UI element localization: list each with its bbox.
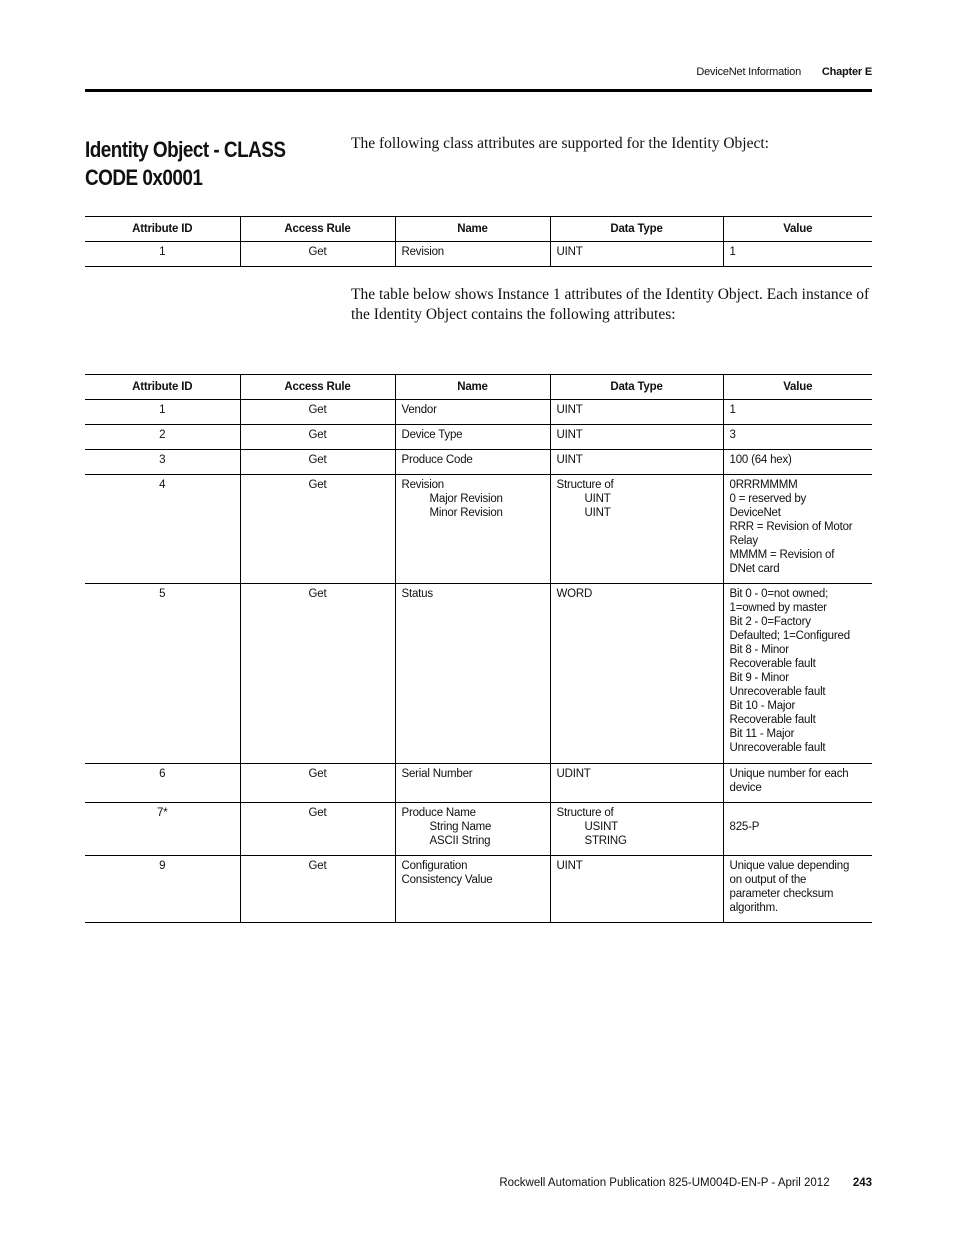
cell-attribute-id: 2 [85,425,240,450]
cell-access-rule: Get [240,856,395,923]
cell-access-rule: Get [240,400,395,425]
col-access-rule: Access Rule [240,217,395,242]
class-attributes-table [85,216,872,267]
cell-data-type [550,242,723,267]
cell-value [723,764,872,803]
cell-value-line: Bit 0 - 0=not owned; [729,588,829,600]
table-row [85,242,872,267]
cell-data-type-line: WORD [556,588,593,600]
cell-data-type [550,584,723,764]
cell-value-line: 0 = reserved by [729,493,807,505]
cell-value [723,400,872,425]
cell-name-line: Major Revision [429,493,503,505]
cell-name-line: Vendor [401,404,437,416]
title-line: Identity Object - CLASS [85,137,286,162]
col-value: Value [723,375,872,400]
cell-attribute-id: 9 [85,856,240,923]
cell-value-line: 3 [729,429,736,441]
cell-value-line [730,806,867,820]
cell-attribute-id: 5 [85,584,240,764]
cell-data-type-line: UDINT [556,768,591,780]
table-row [85,856,872,923]
cell-name-line: Revision [401,479,445,491]
col-data-type: Data Type [550,217,723,242]
cell-value [723,584,872,764]
cell-name-line: Device Type [401,429,463,441]
running-header [696,66,872,78]
cell-value-line: Defaulted; 1=Configured [729,630,850,642]
cell-access-rule: Get [240,803,395,856]
cell-value-line: Bit 9 - Minor [729,672,789,684]
cell-value-line: Bit 10 - Major [729,700,796,712]
cell-name-line: Produce Name [401,807,476,819]
cell-value [723,425,872,450]
cell-access-rule: Get [240,475,395,584]
class-table-body [85,242,872,267]
cell-value-line: RRR = Revision of Motor [729,521,853,533]
cell-value-line: Bit 11 - Major [729,728,795,740]
col-name: Name [395,375,550,400]
cell-name-line: String Name [429,821,492,833]
cell-data-type [550,450,723,475]
cell-value-line: Unrecoverable fault [729,742,826,754]
cell-value-line: Bit 8 - Minor [729,644,789,656]
cell-value-line: 100 (64 hex) [729,454,792,466]
col-access-rule: Access Rule [240,375,395,400]
cell-data-type-line: UINT [556,246,583,258]
cell-name [395,764,550,803]
cell-value-line: parameter checksum [729,888,834,900]
cell-value-line: device [729,782,762,794]
cell-value-line: 825-P [729,821,760,833]
cell-name-line: Produce Code [401,454,473,466]
cell-name [395,475,550,584]
cell-attribute-id: 1 [85,400,240,425]
col-attribute-id: Attribute ID [85,375,240,400]
cell-value [723,475,872,584]
cell-value-line: algorithm. [729,902,778,914]
cell-value [723,450,872,475]
class-intro-text: The following class attributes are supported for the Identity Object: [351,135,769,152]
table-row [85,400,872,425]
cell-value-line: 0RRRMMMM [729,479,798,491]
cell-value-line: Relay [729,535,758,547]
cell-name [395,400,550,425]
instance-intro-text: The table below shows Instance 1 attributes of the Identity Object. Each instance of the Identity Object contains the following attributes: [351,286,870,323]
section-title-text [85,137,285,190]
cell-value-line: 1=owned by master [729,602,827,614]
cell-data-type-line: UINT [584,507,611,519]
col-attribute-id: Attribute ID [85,217,240,242]
publication-info: Rockwell Automation Publication 825-UM004D-EN-P - April 2012 [499,1177,830,1189]
header-chapter: Chapter E [821,66,872,78]
table-row [85,425,872,450]
cell-access-rule: Get [240,450,395,475]
cell-data-type-line: USINT [584,821,619,833]
cell-name-line: Revision [401,246,445,258]
cell-data-type-line: UINT [556,860,583,872]
table-row [85,584,872,764]
cell-value-line: Unique number for each [729,768,849,780]
cell-value [723,242,872,267]
cell-value-line: DeviceNet [729,507,781,519]
cell-data-type [550,856,723,923]
cell-value-line: MMMM = Revision of [729,549,835,561]
cell-data-type-line: UINT [556,429,583,441]
cell-name-line: Serial Number [401,768,473,780]
table-row [85,450,872,475]
instance-attributes-table [85,374,872,923]
cell-name-line: Consistency Value [401,874,493,886]
cell-attribute-id: 4 [85,475,240,584]
cell-access-rule: Get [240,425,395,450]
table-header-row [85,217,872,242]
cell-name [395,450,550,475]
cell-name-line: ASCII String [429,835,491,847]
cell-name-line: Configuration [401,860,468,872]
col-name: Name [395,217,550,242]
cell-name-line: Status [401,588,433,600]
section-title [85,136,291,192]
col-data-type: Data Type [550,375,723,400]
cell-value-line: Unrecoverable fault [729,686,826,698]
cell-data-type [550,475,723,584]
cell-attribute-id: 3 [85,450,240,475]
page-number: 243 [852,1177,872,1189]
cell-value [723,803,872,856]
table-header-row [85,375,872,400]
cell-data-type-line: Structure of [556,479,614,491]
cell-name-line: Minor Revision [429,507,503,519]
cell-value-line: Unique value depending [729,860,850,872]
header-rule [85,89,872,92]
cell-value [723,856,872,923]
cell-value-line: on output of the [729,874,807,886]
cell-access-rule: Get [240,584,395,764]
cell-name [395,856,550,923]
table-row [85,803,872,856]
cell-data-type-line: Structure of [556,807,614,819]
cell-name [395,803,550,856]
cell-data-type-line: UINT [556,454,583,466]
table-row [85,764,872,803]
header-section: DeviceNet Information [696,66,801,78]
cell-value-line: DNet card [729,563,780,575]
instance-table-body [85,400,872,923]
cell-name [395,425,550,450]
cell-data-type [550,803,723,856]
cell-data-type [550,400,723,425]
cell-access-rule: Get [240,764,395,803]
cell-value-line: 1 [729,246,736,258]
page-footer [499,1177,872,1189]
cell-value-line: Recoverable fault [729,658,816,670]
cell-data-type-line: UINT [584,493,611,505]
cell-attribute-id: 6 [85,764,240,803]
cell-value-line: Recoverable fault [729,714,816,726]
cell-data-type [550,764,723,803]
cell-name [395,242,550,267]
cell-value-line: Bit 2 - 0=Factory [729,616,811,628]
cell-data-type-line: STRING [584,835,627,847]
cell-name [395,584,550,764]
table-row [85,475,872,584]
col-value: Value [723,217,872,242]
cell-data-type [550,425,723,450]
cell-data-type-line: UINT [556,404,583,416]
title-line: CODE 0x0001 [85,165,203,190]
cell-access-rule: Get [240,242,395,267]
cell-attribute-id: 1 [85,242,240,267]
cell-attribute-id: 7* [85,803,240,856]
cell-value-line: 1 [729,404,736,416]
